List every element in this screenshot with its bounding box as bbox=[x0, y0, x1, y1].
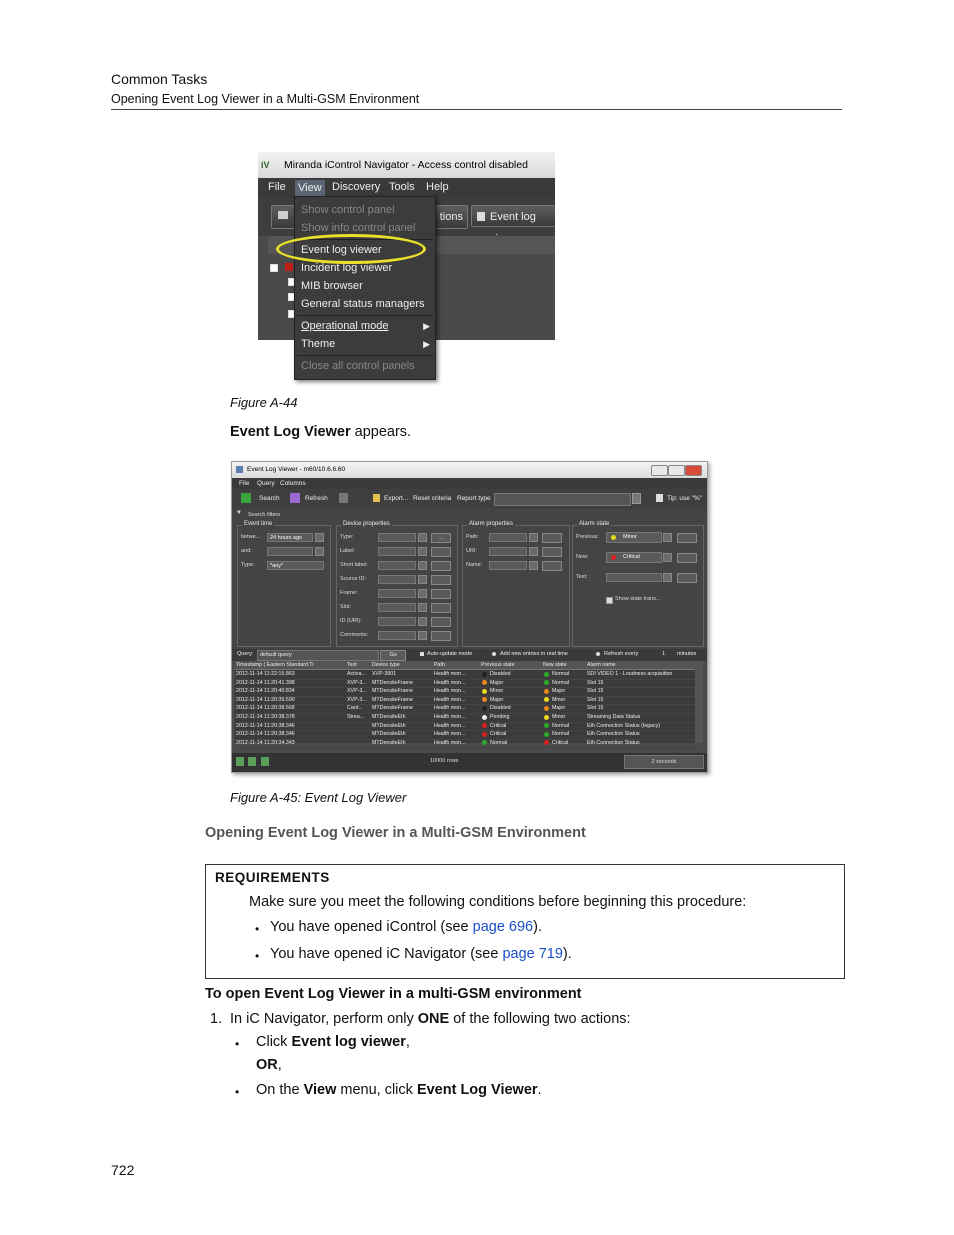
device-slot-dropdown[interactable] bbox=[418, 603, 427, 612]
elv-menu-query[interactable]: Query bbox=[257, 480, 275, 487]
column-header[interactable]: Device type bbox=[372, 662, 400, 668]
refresh-unit-label: minutes bbox=[677, 651, 697, 657]
navigator-title: Miranda iControl Navigator - Access control disabled bbox=[284, 159, 528, 171]
menu-item-incident-log-viewer[interactable]: Incident log viewer bbox=[301, 262, 393, 274]
minimize-icon[interactable] bbox=[651, 465, 668, 476]
type-select[interactable]: *any* bbox=[267, 561, 324, 570]
menu-file[interactable]: File bbox=[268, 181, 286, 193]
device-type-field[interactable] bbox=[378, 533, 416, 542]
requirement-item bbox=[270, 946, 572, 962]
appears-rest: appears. bbox=[350, 424, 412, 440]
alarm-state-group bbox=[572, 521, 704, 647]
report-type-select[interactable] bbox=[494, 493, 631, 506]
go-button[interactable]: Go bbox=[380, 650, 406, 661]
table-cell: Critical bbox=[490, 722, 507, 729]
device-label-label: Label: bbox=[340, 548, 355, 554]
table-cell: MTDensiteFrame bbox=[372, 688, 413, 695]
table-cell: Normal bbox=[552, 731, 570, 738]
text-field[interactable] bbox=[606, 573, 662, 582]
auto-update-label: Auto-update mode bbox=[427, 651, 473, 657]
text-label: Text: bbox=[576, 574, 588, 580]
state-status-icon bbox=[544, 732, 549, 737]
device-properties-title: Device properties bbox=[343, 521, 390, 527]
table-cell: Normal bbox=[552, 671, 570, 677]
table-cell: MTDensiteFrame bbox=[372, 679, 413, 686]
device-source-id-field[interactable] bbox=[378, 575, 416, 584]
new-dropdown[interactable] bbox=[663, 553, 672, 562]
option-2 bbox=[256, 1082, 542, 1098]
device-slot-browse[interactable] bbox=[431, 603, 451, 613]
appears-bold: Event Log Viewer bbox=[230, 424, 351, 440]
menu-item-event-log-viewer[interactable]: Event log viewer bbox=[301, 244, 382, 256]
menu-tools[interactable]: Tools bbox=[389, 181, 415, 193]
minor-status-icon bbox=[611, 535, 616, 540]
elv-toolbar bbox=[232, 489, 707, 509]
row-count: 10000 rows bbox=[430, 758, 459, 764]
text-dropdown[interactable] bbox=[663, 573, 672, 582]
table-cell: Slot 15 bbox=[587, 679, 604, 686]
menu-view[interactable]: View bbox=[295, 180, 325, 196]
requirements-intro: Make sure you meet the following conditions before beginning this procedure: bbox=[249, 894, 747, 910]
step-number: 1. bbox=[210, 1011, 223, 1027]
table-cell: Major bbox=[490, 696, 504, 703]
column-header[interactable]: Path bbox=[434, 662, 445, 668]
refresh-button[interactable]: Refresh bbox=[305, 495, 328, 502]
menu-item-show-info-control-panel[interactable]: Show info control panel bbox=[301, 222, 416, 234]
device-frame-field[interactable] bbox=[378, 589, 416, 598]
option-text: , bbox=[405, 1034, 410, 1050]
elv-menubar bbox=[232, 478, 707, 489]
requirements-title: REQUIREMENTS bbox=[215, 870, 330, 885]
table-cell: MTDensiteEth bbox=[372, 731, 406, 738]
device-label-field[interactable] bbox=[378, 547, 416, 556]
device-comments-label: Comments: bbox=[340, 632, 369, 638]
device-label-dropdown[interactable] bbox=[418, 547, 427, 556]
page-number: 722 bbox=[111, 1162, 135, 1178]
stop-icon[interactable] bbox=[339, 493, 348, 503]
alarm-name-label: Name: bbox=[466, 562, 483, 568]
state-status-icon bbox=[482, 723, 487, 728]
between-dropdown[interactable] bbox=[315, 533, 324, 542]
search-icon[interactable] bbox=[241, 493, 251, 503]
window-controls bbox=[651, 465, 703, 475]
between-label: betwe... bbox=[241, 534, 261, 540]
table-cell: Health mon... bbox=[434, 714, 466, 720]
table-cell: Card... bbox=[347, 705, 363, 712]
table-cell: Minor bbox=[552, 696, 566, 703]
table-cell: Normal bbox=[552, 722, 570, 729]
step-text: of the following two actions: bbox=[449, 1011, 631, 1027]
device-type-browse[interactable]: ... bbox=[431, 533, 451, 543]
type-label: Type: bbox=[241, 562, 255, 568]
table-cell: 2012-11-14 11:20:34.343 bbox=[236, 739, 295, 746]
option-1 bbox=[256, 1034, 410, 1050]
event-log-toolbar-label: Event log bbox=[490, 211, 536, 223]
option-text: menu, click bbox=[336, 1082, 417, 1098]
and-dropdown[interactable] bbox=[315, 547, 324, 556]
table-cell: Streaming Data Status bbox=[587, 714, 641, 720]
state-status-icon bbox=[544, 740, 549, 745]
device-comments-browse[interactable] bbox=[431, 631, 451, 641]
or-text: , bbox=[277, 1057, 282, 1073]
alarm-uri-label: URI: bbox=[466, 548, 477, 554]
bullet: • bbox=[255, 949, 260, 963]
navigator-title-bar bbox=[258, 152, 555, 178]
option-text: Click bbox=[256, 1034, 292, 1050]
refresh-every-radio[interactable] bbox=[596, 652, 600, 656]
table-cell: Health mon... bbox=[434, 696, 466, 703]
refresh-icon[interactable] bbox=[290, 493, 300, 503]
page-696-link[interactable]: page 696 bbox=[472, 919, 534, 935]
device-source-id-label: Source ID: bbox=[340, 576, 366, 582]
or-line bbox=[256, 1057, 282, 1073]
table-cell: SDI VIDEO 1 - Loudness acquisition bbox=[587, 671, 673, 677]
new-label: New: bbox=[576, 554, 589, 560]
table-cell: XVP-3... bbox=[347, 688, 367, 695]
table-cell: Normal bbox=[490, 739, 508, 746]
alarm-uri-browse[interactable] bbox=[542, 547, 562, 557]
or-emphasis: OR bbox=[256, 1057, 278, 1073]
procedure-title: To open Event Log Viewer in a multi-GSM environment bbox=[205, 986, 582, 1002]
device-label-browse[interactable] bbox=[431, 547, 451, 557]
show-state-trans-checkbox[interactable] bbox=[606, 597, 613, 604]
state-status-icon bbox=[544, 723, 549, 728]
table-cell: 2012-11-14 11:20:38.378 bbox=[236, 714, 295, 720]
alarm-uri-field[interactable] bbox=[489, 547, 527, 556]
critical-status-icon bbox=[611, 555, 616, 560]
tree-expand-icon[interactable] bbox=[270, 264, 278, 272]
reset-criteria-button[interactable]: Reset criteria bbox=[413, 495, 452, 502]
menu-help[interactable]: Help bbox=[426, 181, 449, 193]
option-text: On the bbox=[256, 1082, 304, 1098]
table-cell: Minor bbox=[552, 714, 566, 720]
header-rule bbox=[111, 109, 842, 110]
add-new-label: Add new entries in real time bbox=[500, 651, 568, 657]
previous-browse[interactable] bbox=[677, 533, 697, 543]
table-cell: 2012-11-14 11:20:38.346 bbox=[236, 731, 295, 738]
device-slot-field[interactable] bbox=[378, 603, 416, 612]
section-heading: Opening Event Log Viewer in a Multi-GSM Environment bbox=[205, 825, 586, 841]
table-cell: Critical bbox=[552, 739, 569, 746]
refresh-every-label: Refresh every bbox=[604, 651, 639, 657]
requirement-text: ). bbox=[562, 946, 572, 962]
state-status-icon bbox=[482, 732, 487, 737]
table-cell: Health mon... bbox=[434, 722, 466, 729]
device-comments-field[interactable] bbox=[378, 631, 416, 640]
menu-item-operational-mode[interactable]: Operational mode bbox=[301, 320, 389, 332]
query-label: Query: bbox=[237, 651, 254, 657]
tip-text: Tip: use "%" bbox=[667, 495, 703, 502]
table-cell: Critical bbox=[490, 731, 507, 738]
alarm-path-browse[interactable] bbox=[542, 533, 562, 543]
table-cell: Pending bbox=[490, 714, 510, 720]
alarm-uri-dropdown[interactable] bbox=[529, 547, 538, 556]
search-button[interactable]: Search bbox=[259, 495, 280, 502]
table-row[interactable] bbox=[235, 739, 698, 749]
device-source-id-dropdown[interactable] bbox=[418, 575, 427, 584]
state-status-icon bbox=[482, 672, 487, 677]
table-cell: MTDensiteFrame bbox=[372, 696, 413, 703]
bullet: • bbox=[235, 1037, 240, 1051]
menu-separator bbox=[297, 315, 433, 316]
table-cell: Strea... bbox=[347, 714, 365, 720]
report-type-label: Report type bbox=[457, 495, 491, 502]
window-icon bbox=[236, 466, 243, 473]
table-cell: 2012-11-14 11:20:40.834 bbox=[236, 688, 295, 695]
table-cell: MTDensiteFrame bbox=[372, 705, 413, 712]
device-frame-browse[interactable] bbox=[431, 589, 451, 599]
table-cell: 2012-11-14 11:20:38.346 bbox=[236, 722, 295, 729]
query-duration: 2 seconds bbox=[624, 755, 704, 769]
device-type-dropdown[interactable] bbox=[418, 533, 427, 542]
table-cell: Normal bbox=[552, 679, 570, 686]
requirement-text: You have opened iC Navigator (see bbox=[270, 946, 503, 962]
table-cell: Slot 15 bbox=[587, 688, 604, 695]
alarm-path-label: Path: bbox=[466, 534, 479, 540]
state-status-icon bbox=[544, 697, 549, 702]
query-select[interactable]: default query bbox=[257, 650, 379, 661]
figure-a44-caption: Figure A-44 bbox=[230, 395, 298, 410]
column-header[interactable]: Previous state bbox=[481, 662, 515, 668]
table-cell: Major bbox=[490, 679, 504, 686]
previous-select[interactable]: Minor bbox=[606, 532, 662, 543]
state-status-icon bbox=[482, 740, 487, 745]
menu-item-mib-browser[interactable]: MIB browser bbox=[301, 280, 363, 292]
tip-icon bbox=[656, 494, 663, 502]
new-browse[interactable] bbox=[677, 553, 697, 563]
menu-item-general-status-managers[interactable]: General status managers bbox=[301, 298, 425, 310]
table-header bbox=[235, 661, 698, 670]
state-status-icon bbox=[544, 706, 549, 711]
state-status-icon bbox=[482, 697, 487, 702]
running-header-chapter: Common Tasks bbox=[111, 71, 208, 87]
submenu-arrow-icon: ▶ bbox=[423, 321, 430, 331]
table-cell: Health mon... bbox=[434, 739, 466, 746]
alarm-name-dropdown[interactable] bbox=[529, 561, 538, 570]
device-frame-dropdown[interactable] bbox=[418, 589, 427, 598]
option-emphasis: Event log viewer bbox=[291, 1034, 406, 1050]
event-time-title: Event time bbox=[244, 521, 273, 527]
column-header[interactable]: New state bbox=[543, 662, 567, 668]
column-header[interactable]: Alarm name bbox=[587, 662, 616, 668]
alarm-path-field[interactable] bbox=[489, 533, 527, 542]
elv-title-bar bbox=[232, 462, 707, 478]
figure-a45-caption: Figure A-45: Event Log Viewer bbox=[230, 790, 407, 805]
device-slot-label: Slot: bbox=[340, 604, 352, 610]
step-1 bbox=[230, 1011, 631, 1027]
table-cell: 2012-11-14 11:20:41.398 bbox=[236, 679, 295, 686]
figure-a45-screenshot bbox=[231, 461, 708, 773]
filter-icon[interactable] bbox=[248, 757, 256, 766]
alarm-name-field[interactable] bbox=[489, 561, 527, 570]
search-filters-panel bbox=[232, 509, 707, 649]
state-status-icon bbox=[544, 715, 549, 720]
device-type-label: Type: bbox=[340, 534, 354, 540]
state-status-icon bbox=[482, 706, 487, 711]
export-button[interactable]: Export... bbox=[384, 495, 409, 502]
option-emphasis: View bbox=[303, 1082, 337, 1098]
running-header-section: Opening Event Log Viewer in a Multi-GSM Environment bbox=[111, 92, 420, 106]
previous-label: Previous: bbox=[576, 534, 599, 540]
iv-logo-icon: iV bbox=[261, 160, 270, 170]
auto-update-checkbox[interactable] bbox=[420, 652, 424, 656]
requirements-box bbox=[205, 864, 845, 979]
alarm-properties-group bbox=[462, 521, 570, 647]
event-table bbox=[235, 661, 698, 746]
requirement-text: You have opened iControl (see bbox=[270, 919, 473, 935]
table-cell: Slot 15 bbox=[587, 696, 604, 703]
report-checkbox[interactable] bbox=[632, 493, 641, 504]
table-cell: 2012-11-14 11:20:38.568 bbox=[236, 705, 295, 712]
requirement-text: ). bbox=[533, 919, 542, 935]
appears-sentence bbox=[230, 424, 411, 440]
partial-toolbar-button[interactable]: tions bbox=[428, 205, 468, 229]
table-cell: XVP-3... bbox=[347, 679, 367, 686]
state-status-icon bbox=[544, 689, 549, 694]
refresh-interval-field[interactable]: 1 bbox=[662, 651, 666, 657]
filters-toggle-icon[interactable]: ▼ bbox=[236, 510, 242, 516]
elv-title: Event Log Viewer - m60/10.6.6.60 bbox=[247, 466, 346, 473]
folder-button[interactable] bbox=[271, 205, 295, 229]
table-cell: Major bbox=[552, 688, 566, 695]
table-cell: XVP-3... bbox=[347, 696, 367, 703]
navigator-menubar bbox=[258, 178, 555, 198]
elv-status-bar bbox=[232, 753, 707, 772]
menu-item-close-all-control-panels[interactable]: Close all control panels bbox=[301, 360, 415, 372]
table-cell: Health mon... bbox=[434, 705, 466, 712]
submenu-arrow-icon: ▶ bbox=[423, 339, 430, 349]
state-status-icon bbox=[482, 680, 487, 685]
table-cell: Eth Connection Status (legacy) bbox=[587, 722, 661, 729]
filter-icon[interactable] bbox=[236, 757, 244, 766]
option-text: . bbox=[537, 1082, 542, 1098]
device-comments-dropdown[interactable] bbox=[418, 631, 427, 640]
search-filters-label: Search filters bbox=[248, 512, 281, 518]
menu-item-theme[interactable]: Theme bbox=[301, 338, 336, 350]
new-select[interactable]: Critical bbox=[606, 552, 662, 563]
state-status-icon bbox=[482, 689, 487, 694]
alarm-properties-title: Alarm properties bbox=[469, 521, 514, 527]
table-cell: 2012-11-14 11:20:39.590 bbox=[236, 696, 295, 703]
event-log-toolbar-button[interactable] bbox=[471, 205, 555, 227]
table-cell: Disabled bbox=[490, 671, 511, 677]
log-icon bbox=[477, 212, 485, 221]
table-cell: 2012-11-14 11:22:15.863 bbox=[236, 671, 295, 677]
export-rows-icon[interactable] bbox=[261, 757, 269, 766]
text-browse[interactable] bbox=[677, 573, 697, 583]
state-status-icon bbox=[544, 672, 549, 677]
event-time-group bbox=[237, 521, 331, 647]
view-dropdown-menu bbox=[294, 196, 436, 380]
elv-menu-file[interactable]: File bbox=[239, 480, 250, 487]
device-short-label-browse[interactable] bbox=[431, 561, 451, 571]
device-short-label-field[interactable] bbox=[378, 561, 416, 570]
page-719-link[interactable]: page 719 bbox=[502, 946, 563, 962]
device-short-label-label: Short label: bbox=[340, 562, 368, 568]
folder-icon bbox=[278, 211, 288, 219]
alarm-path-dropdown[interactable] bbox=[529, 533, 538, 542]
table-cell: MTDensiteEth bbox=[372, 714, 406, 720]
state-status-icon bbox=[544, 680, 549, 685]
and-label: and: bbox=[241, 548, 252, 554]
table-cell: Health mon... bbox=[434, 679, 466, 686]
and-field[interactable] bbox=[267, 547, 313, 556]
option-emphasis: Event Log Viewer bbox=[416, 1082, 538, 1098]
bullet: • bbox=[235, 1085, 240, 1099]
table-cell: Health mon... bbox=[434, 731, 466, 738]
alarm-name-browse[interactable] bbox=[542, 561, 562, 571]
table-cell: Major bbox=[552, 705, 566, 712]
device-source-id-browse[interactable] bbox=[431, 575, 451, 585]
state-status-icon bbox=[482, 715, 487, 720]
bullet: • bbox=[255, 922, 260, 936]
table-scrollbar[interactable] bbox=[695, 661, 703, 743]
highlight-ellipse bbox=[276, 234, 426, 264]
query-bar bbox=[232, 649, 707, 661]
show-state-trans-label: Show state trans... bbox=[615, 596, 661, 602]
alarm-icon bbox=[285, 263, 293, 271]
table-cell: Disabled bbox=[490, 705, 511, 712]
device-id-uri-dropdown[interactable] bbox=[418, 617, 427, 626]
table-cell: Eth Connection Status bbox=[587, 739, 640, 746]
add-new-radio[interactable] bbox=[492, 652, 496, 656]
between-field[interactable]: 24 hours ago bbox=[267, 533, 313, 542]
device-id-uri-label: ID (URI): bbox=[340, 618, 362, 624]
menu-discovery[interactable]: Discovery bbox=[332, 181, 381, 193]
close-icon[interactable] bbox=[685, 465, 702, 476]
elv-menu-columns[interactable]: Columns bbox=[280, 480, 306, 487]
table-cell: Minor bbox=[490, 688, 504, 695]
alarm-state-title: Alarm state bbox=[579, 521, 610, 527]
device-id-uri-browse[interactable] bbox=[431, 617, 451, 627]
table-cell: Health mon... bbox=[434, 671, 466, 677]
requirement-item bbox=[270, 919, 542, 935]
table-cell: Health mon... bbox=[434, 688, 466, 695]
maximize-icon[interactable] bbox=[668, 465, 685, 476]
table-cell: MTDensiteEth bbox=[372, 722, 406, 729]
device-properties-group bbox=[336, 521, 458, 647]
column-header[interactable]: Timestamp ( Eastern Standard Ti bbox=[236, 662, 314, 668]
export-icon bbox=[373, 494, 380, 502]
menu-item-show-control-panel[interactable]: Show control panel bbox=[301, 204, 395, 216]
column-header[interactable]: Text bbox=[347, 662, 357, 668]
step-text: In iC Navigator, perform only bbox=[230, 1011, 418, 1027]
previous-dropdown[interactable] bbox=[663, 533, 672, 542]
device-id-uri-field[interactable] bbox=[378, 617, 416, 626]
table-cell: Eth Connection Status bbox=[587, 731, 640, 738]
table-cell: Slot 15 bbox=[587, 705, 604, 712]
table-cell: XVP-3901 bbox=[372, 671, 397, 677]
table-cell: Activa... bbox=[347, 671, 366, 677]
device-frame-label: Frame: bbox=[340, 590, 358, 596]
device-short-label-dropdown[interactable] bbox=[418, 561, 427, 570]
table-cell: MTDensiteEth bbox=[372, 739, 406, 746]
step-emphasis: ONE bbox=[417, 1011, 450, 1027]
menu-separator bbox=[297, 355, 433, 356]
